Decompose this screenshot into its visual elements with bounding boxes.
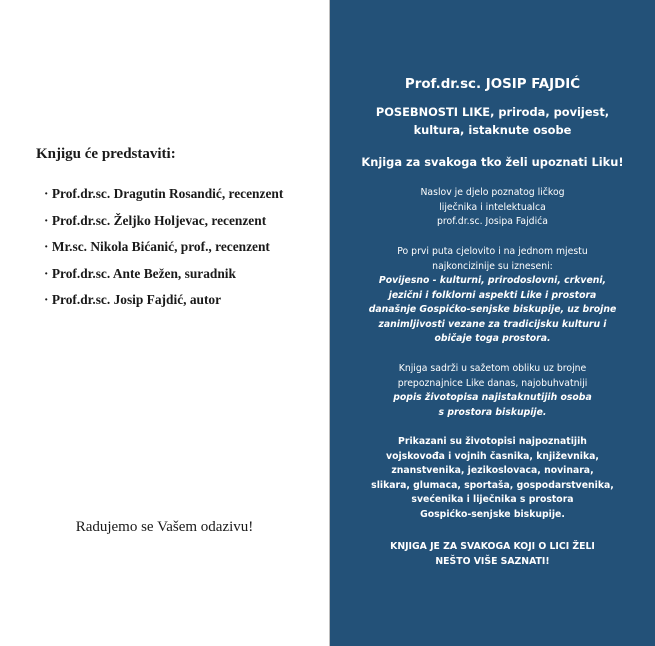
text-line-emphasis: s prostora biskupije. <box>438 406 547 418</box>
tagline: Knjiga za svakoga tko želi upoznati Liku! <box>361 155 624 169</box>
closing-text: Radujemo se Vašem odazivu! <box>75 519 254 535</box>
presenter-item: · Prof.dr.sc. Ante Bežen, suradnik <box>44 265 283 292</box>
text-line-emphasis: zanimljivosti vezane za tradicijsku kulturu i <box>378 318 607 330</box>
book-subtitle <box>360 103 625 139</box>
text-line: Knjiga sadrži u sažetom obliku uz brojne <box>398 363 587 374</box>
right-panel <box>330 0 655 646</box>
paragraph-author-intro <box>350 186 635 230</box>
text-line: slikara, glumaca, sportaša, gospodarstvenika, <box>371 479 614 491</box>
text-line-emphasis: popis životopisa najistaknutijih osoba <box>393 392 592 403</box>
paragraph-featured-people <box>350 435 635 522</box>
text-line: Po prvi puta cjelovito i na jednom mjestu <box>397 246 588 257</box>
paragraph-content-summary <box>350 245 635 347</box>
text-line: Gospićko-senjske biskupije. <box>420 508 565 520</box>
text-line-emphasis: Povijesno - kulturni, prirodoslovni, crkveni, <box>378 275 607 286</box>
presenter-item: · Prof.dr.sc. Željko Holjevac, recenzent <box>44 212 283 239</box>
presenter-list <box>44 185 283 318</box>
intro-heading: Knjigu će predstaviti: <box>36 146 176 162</box>
text-line: prof.dr.sc. Josipa Fajdića <box>437 216 548 227</box>
text-line: vojskovođa i vojnih časnika, književnika, <box>386 450 599 462</box>
paragraph-biographies <box>350 362 635 420</box>
presenter-item: · Prof.dr.sc. Josip Fajdić, autor <box>44 291 283 318</box>
text-line: prepoznajnice Like danas, najobuhvatniji <box>397 377 588 389</box>
text-line: Prikazani su životopisi najpoznatijih <box>398 436 587 447</box>
presenter-item: · Mr.sc. Nikola Bićanić, prof., recenzent <box>44 238 283 265</box>
text-line: liječnika i intelektualca <box>439 201 546 213</box>
text-line: svećenika i liječnika s prostora <box>411 494 574 505</box>
subtitle-line: kultura, istaknute osobe <box>413 123 572 137</box>
text-line-emphasis: običaje toga prostora. <box>434 333 551 344</box>
text-line: Naslov je djelo poznatog ličkog <box>420 187 565 198</box>
text-line: KNJIGA JE ZA SVAKOGA KOJI O LICI ŽELI <box>390 541 595 552</box>
closing-call-to-action <box>350 540 635 569</box>
text-line: NEŠTO VIŠE SAZNATI! <box>435 555 550 567</box>
presenter-item: · Prof.dr.sc. Dragutin Rosandić, recenzent <box>44 185 283 212</box>
text-line-emphasis: današnje Gospićko-senjske biskupije, uz brojne <box>368 304 617 315</box>
text-line-emphasis: jezični i folklorni aspekti Like i prostora <box>388 289 597 301</box>
text-line: najkoncizinije su izneseni: <box>432 260 553 272</box>
subtitle-line: POSEBNOSTI LIKE, priroda, povijest, <box>375 105 610 119</box>
text-line: znanstvenika, jezikoslovaca, novinara, <box>391 465 594 476</box>
author-title: Prof.dr.sc. JOSIP FAJDIĆ <box>404 77 581 92</box>
